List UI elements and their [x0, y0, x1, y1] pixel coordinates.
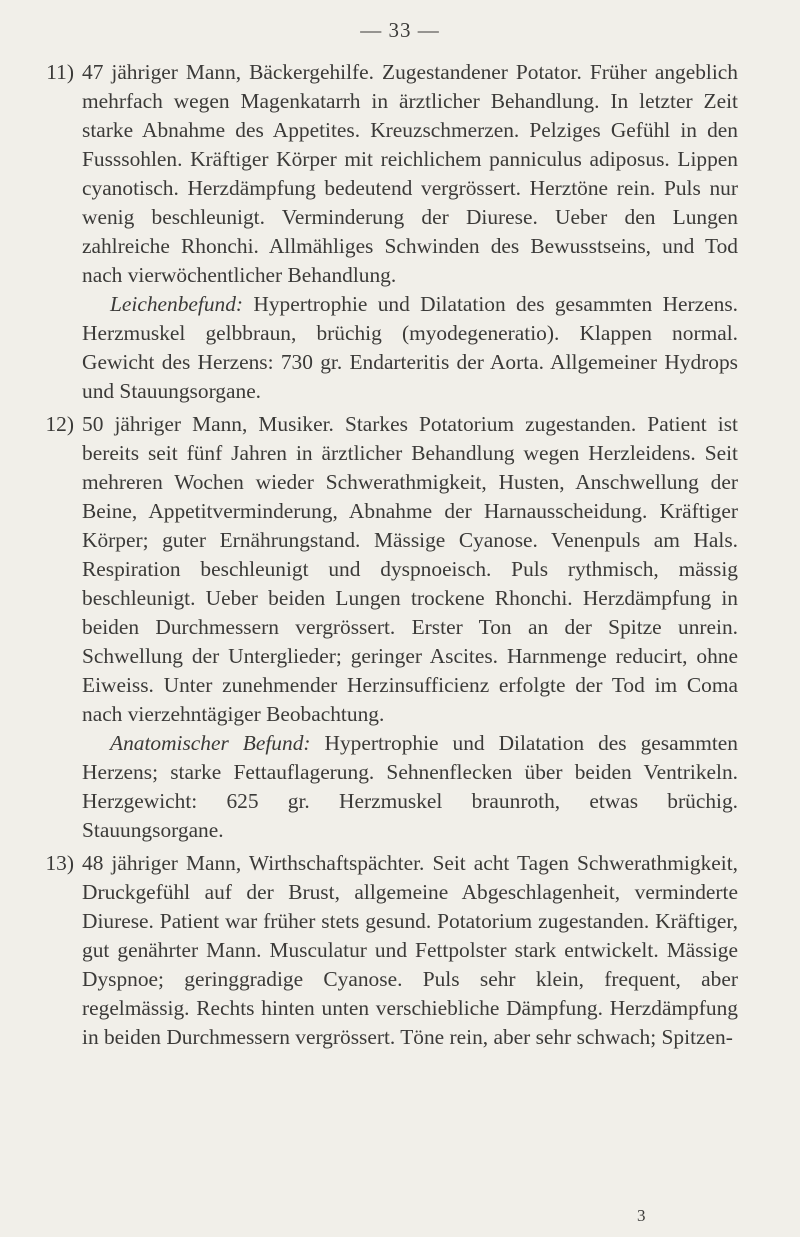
page-content — [45, 58, 738, 1056]
case-entry-12 — [45, 410, 738, 845]
finding-label: Leichenbefund: — [110, 292, 244, 316]
case-number: 11) — [46, 60, 74, 84]
case-history: 47 jähriger Mann, Bäckergehilfe. Zugestandener Potator. Früher angeblich mehrfach wegen Magenkatarrh in ärztlicher Behandlung. In letzter Zeit starke Abnahme des Appetites. Kreuzschmerzen. Pelziges Gefühl in den Fusssohlen. Kräftiger Körper mit reichlichem panniculus adiposus. Lippen cyanotisch. Herzdämpfung bedeutend vergrössert. Herztöne rein. Puls nur wenig beschleunigt. Verminderung der Diurese. Ueber den Lungen zahlreiche Rhonchi. Allmähliges Schwinden des Bewusstseins, und Tod nach vierwöchentlicher Behandlung. — [82, 60, 738, 287]
case-history: 48 jähriger Mann, Wirthschaftspächter. Seit acht Tagen Schwerathmigkeit, Druckgefühl auf der Brust, allgemeine Abgeschlagenheit, verminderte Diurese. Patient war früher stets gesund. Potatorium zugestanden. Kräftiger, gut genährter Mann. Musculatur und Fettpolster stark entwickelt. Mässige Dyspnoe; geringgradige Cyanose. Puls sehr klein, frequent, aber regelmässig. Rechts hinten unten verschiebliche Dämpfung. Herzdämpfung in beiden Durchmessern vergrössert. Töne rein, aber sehr schwach; Spitzen- — [82, 851, 738, 1049]
case-number: 13) — [45, 851, 74, 875]
case-finding — [82, 290, 738, 406]
case-entry-13 — [45, 849, 738, 1052]
case-entry-11 — [46, 58, 738, 406]
case-history: 50 jähriger Mann, Musiker. Starkes Potatorium zugestanden. Patient ist bereits seit fünf Jahren in ärztlicher Behandlung wegen Herzleidens. Seit mehreren Wochen wieder Schwerathmigkeit, Husten, Anschwellung der Beine, Appetitverminderung, Abnahme der Harnausscheidung. Kräftiger Körper; guter Ernährungstand. Mässige Cyanose. Venenpuls am Hals. Respiration beschleunigt und dyspnoeisch. Puls rythmisch, mässig beschleunigt. Ueber beiden Lungen trockene Rhonchi. Herzdämpfung in beiden Durchmessern vergrössert. Erster Ton an der Spitze unrein. Schwellung der Unterglieder; geringer Ascites. Harnmenge reducirt, ohne Eiweiss. Unter zunehmender Herzinsufficienz erfolgte der Tod im Coma nach vierzehntägiger Beobachtung. — [82, 412, 738, 726]
signature-mark: 3 — [637, 1206, 646, 1225]
case-number: 12) — [45, 412, 74, 436]
finding-text: Hypertrophie und Dilatation des gesammten Herzens; starke Fettauflagerung. Sehnenflecken über beiden Ventrikeln. Herzgewicht: 625 gr. Herzmuskel braunroth, etwas brüchig. Stauungsorgane. — [82, 731, 738, 842]
finding-text: Hypertrophie und Dilatation des gesammten Herzens. Herzmuskel gelbbraun, brüchig (myodegeneratio). Klappen normal. Gewicht des Herzens: 730 gr. Endarteritis der Aorta. Allgemeiner Hydrops und Stauungsorgane. — [82, 292, 738, 403]
case-finding — [82, 729, 738, 845]
finding-label: Anatomischer Befund: — [110, 731, 311, 755]
page-number: — 33 — — [360, 18, 440, 42]
